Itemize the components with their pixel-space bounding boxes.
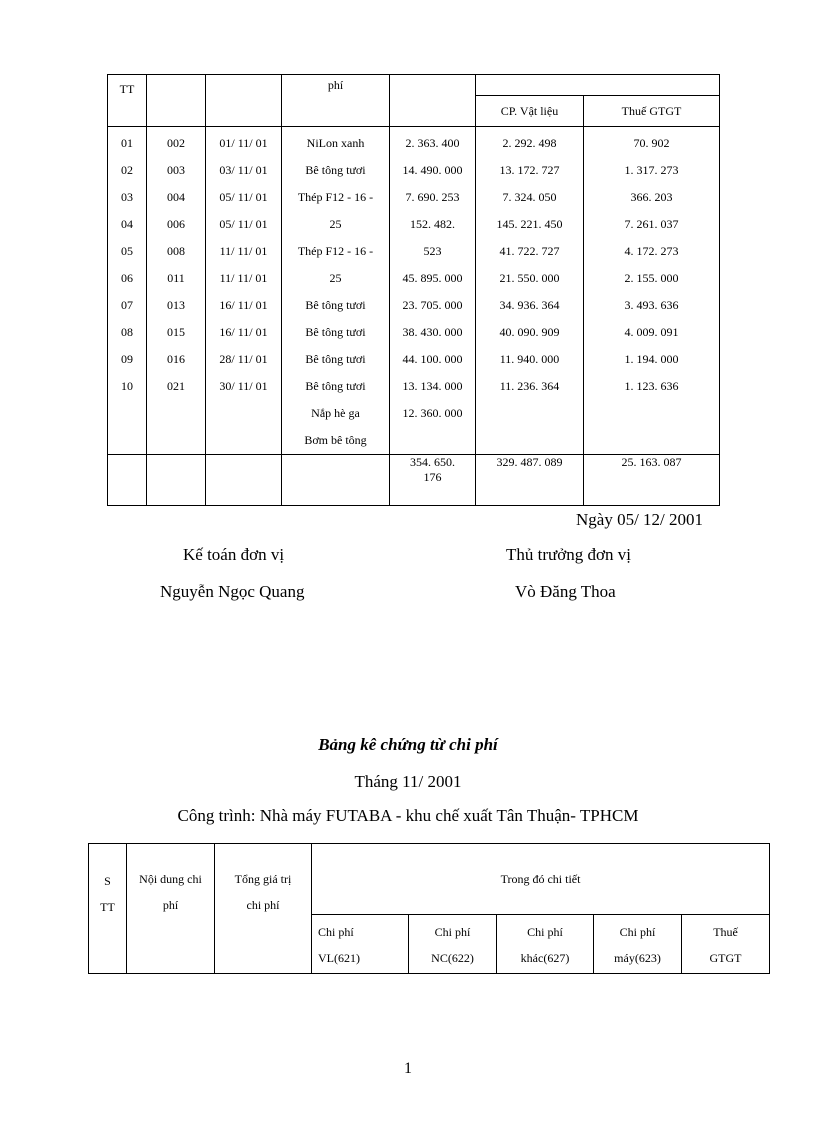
cell-value: NiLon xanh xyxy=(306,136,365,150)
cell-value: 523 xyxy=(423,244,442,258)
t2-header-detail: Trong đó chi tiết xyxy=(312,844,770,915)
t2-sub-may: Chi phí máy(623) xyxy=(594,915,682,974)
cell-value: 16/ 11/ 01 xyxy=(219,325,268,339)
cell-value: Bê tông tươi xyxy=(305,163,366,177)
cell-value: 16/ 11/ 01 xyxy=(219,298,268,312)
t2-header-stt: S TT xyxy=(89,844,127,974)
total-so-ct xyxy=(147,455,206,506)
col-so-ct xyxy=(147,127,206,455)
cell-value: 25 xyxy=(329,271,342,285)
cell-value: 11/ 11/ 01 xyxy=(219,271,268,285)
cell-value: 25 xyxy=(329,217,342,231)
cell-value: 7. 690. 253 xyxy=(405,190,460,204)
cell-value: Thép F12 - 16 - xyxy=(297,190,374,204)
cell-value: 2. 155. 000 xyxy=(624,271,679,285)
cell-value: 13. 134. 000 xyxy=(402,379,463,393)
col-tt xyxy=(108,127,147,455)
cell-value: 2. 363. 400 xyxy=(405,136,460,150)
cell-value: 28/ 11/ 01 xyxy=(219,352,268,366)
cell-value: 12. 360. 000 xyxy=(402,406,463,420)
total-tong xyxy=(390,455,476,506)
cell-value: 03 xyxy=(121,190,133,204)
header-tt: TT xyxy=(108,75,147,127)
total-cp-vl: 329. 487. 089 xyxy=(476,455,584,506)
t2-header-tong: Tổng giá trị chi phí xyxy=(215,844,312,974)
cell-value: 01/ 11/ 01 xyxy=(219,136,268,150)
cell-value: 05/ 11/ 01 xyxy=(219,190,268,204)
cell-value: 1. 194. 000 xyxy=(624,352,679,366)
cell-value: 40. 090. 909 xyxy=(499,325,560,339)
cell-value: 011 xyxy=(167,271,185,285)
cell-value: 06 xyxy=(121,271,133,285)
col-tong xyxy=(390,127,476,455)
cell-value: 38. 430. 000 xyxy=(402,325,463,339)
cell-value: 021 xyxy=(167,379,185,393)
cell-value: 11. 236. 364 xyxy=(499,379,560,393)
cell-value: 41. 722. 727 xyxy=(499,244,560,258)
cell-value: 7. 324. 050 xyxy=(502,190,557,204)
t2-header-noi-dung: Nội dung chi phí xyxy=(127,844,215,974)
cell-value: 34. 936. 364 xyxy=(499,298,560,312)
total-thue: 25. 163. 087 xyxy=(584,455,720,506)
cell-value: 013 xyxy=(167,298,185,312)
cell-value: 7. 261. 037 xyxy=(624,217,679,231)
col-thue xyxy=(584,127,720,455)
expense-table-continued xyxy=(107,74,720,506)
accountant-name: Nguyễn Ngọc Quang xyxy=(160,582,305,601)
cell-value: 08 xyxy=(121,325,133,339)
page-number: 1 xyxy=(404,1060,412,1077)
director-title: Thủ trưởng đơn vị xyxy=(506,545,631,564)
cell-value: 003 xyxy=(167,163,185,177)
cell-value: 05 xyxy=(121,244,133,258)
cell-value: Bê tông tươi xyxy=(305,352,366,366)
total-tt xyxy=(108,455,147,506)
t2-sub-nc: Chi phí NC(622) xyxy=(409,915,497,974)
cell-value: 14. 490. 000 xyxy=(402,163,463,177)
cell-value: Nắp hè ga xyxy=(311,406,360,420)
signature-date: Ngày 05/ 12/ 2001 xyxy=(576,510,704,529)
cell-value: 23. 705. 000 xyxy=(402,298,463,312)
cell-value: 3. 493. 636 xyxy=(624,298,679,312)
cell-value: 2. 292. 498 xyxy=(502,136,557,150)
cell-value: Bơm bê tông xyxy=(304,433,367,447)
cell-value: 152. 482. xyxy=(410,217,455,231)
t2-sub-vl: Chi phí VL(621) xyxy=(312,915,409,974)
cell-value: 004 xyxy=(167,190,185,204)
col-ngay xyxy=(206,127,282,455)
header-noi-dung: phí xyxy=(282,75,390,127)
cell-value: 07 xyxy=(121,298,133,312)
cell-value: 03/ 11/ 01 xyxy=(219,163,268,177)
cell-value: 05/ 11/ 01 xyxy=(219,217,268,231)
section-title: Bảng kê chứng từ chi phí xyxy=(318,735,498,754)
t2-sub-khac: Chi phí khác(627) xyxy=(497,915,594,974)
total-noi-dung xyxy=(282,455,390,506)
cell-value: 002 xyxy=(167,136,185,150)
expense-voucher-table xyxy=(88,843,770,974)
total-tong-line2: 176 xyxy=(423,470,442,484)
section-month: Tháng 11/ 2001 xyxy=(354,772,462,791)
cell-value: 1. 123. 636 xyxy=(624,379,679,393)
header-thue-gtgt: Thuế GTGT xyxy=(584,96,720,127)
total-ngay xyxy=(206,455,282,506)
cell-value: Bê tông tươi xyxy=(305,379,366,393)
cell-value: 21. 550. 000 xyxy=(499,271,560,285)
section-project: Công trình: Nhà máy FUTABA - khu chế xuất Tân Thuận- TPHCM xyxy=(177,806,639,825)
cell-value: 45. 895. 000 xyxy=(402,271,463,285)
cell-value: 70. 902 xyxy=(633,136,670,150)
cell-value: 4. 172. 273 xyxy=(624,244,679,258)
cell-value: 10 xyxy=(121,379,133,393)
cell-value: 366. 203 xyxy=(630,190,673,204)
cell-value: 13. 172. 727 xyxy=(499,163,560,177)
cell-value: 015 xyxy=(167,325,185,339)
header-detail-group xyxy=(476,75,720,96)
cell-value: 11/ 11/ 01 xyxy=(219,244,268,258)
cell-value: 006 xyxy=(167,217,185,231)
header-so-ct xyxy=(147,75,206,127)
cell-value: 11. 940. 000 xyxy=(499,352,560,366)
cell-value: 02 xyxy=(121,163,133,177)
cell-value: Bê tông tươi xyxy=(305,325,366,339)
cell-value: 1. 317. 273 xyxy=(624,163,679,177)
cell-value: 04 xyxy=(121,217,133,231)
cell-value: 4. 009. 091 xyxy=(624,325,679,339)
director-name: Vò Đăng Thoa xyxy=(515,582,616,601)
header-tong xyxy=(390,75,476,127)
cell-value: 09 xyxy=(121,352,133,366)
col-noi-dung xyxy=(282,127,390,455)
cell-value: 008 xyxy=(167,244,185,258)
cell-value: 44. 100. 000 xyxy=(402,352,463,366)
col-cp-vl xyxy=(476,127,584,455)
cell-value: Thép F12 - 16 - xyxy=(297,244,374,258)
accountant-title: Kế toán đơn vị xyxy=(183,545,285,564)
cell-value: 01 xyxy=(121,136,133,150)
cell-value: 016 xyxy=(167,352,185,366)
total-tong-line1: 354. 650. xyxy=(410,455,455,469)
t2-sub-thue: Thuế GTGT xyxy=(682,915,770,974)
cell-value: 145. 221. 450 xyxy=(496,217,563,231)
cell-value: 30/ 11/ 01 xyxy=(219,379,268,393)
cell-value: Bê tông tươi xyxy=(305,298,366,312)
header-ngay xyxy=(206,75,282,127)
header-cp-vat-lieu: CP. Vật liệu xyxy=(476,96,584,127)
